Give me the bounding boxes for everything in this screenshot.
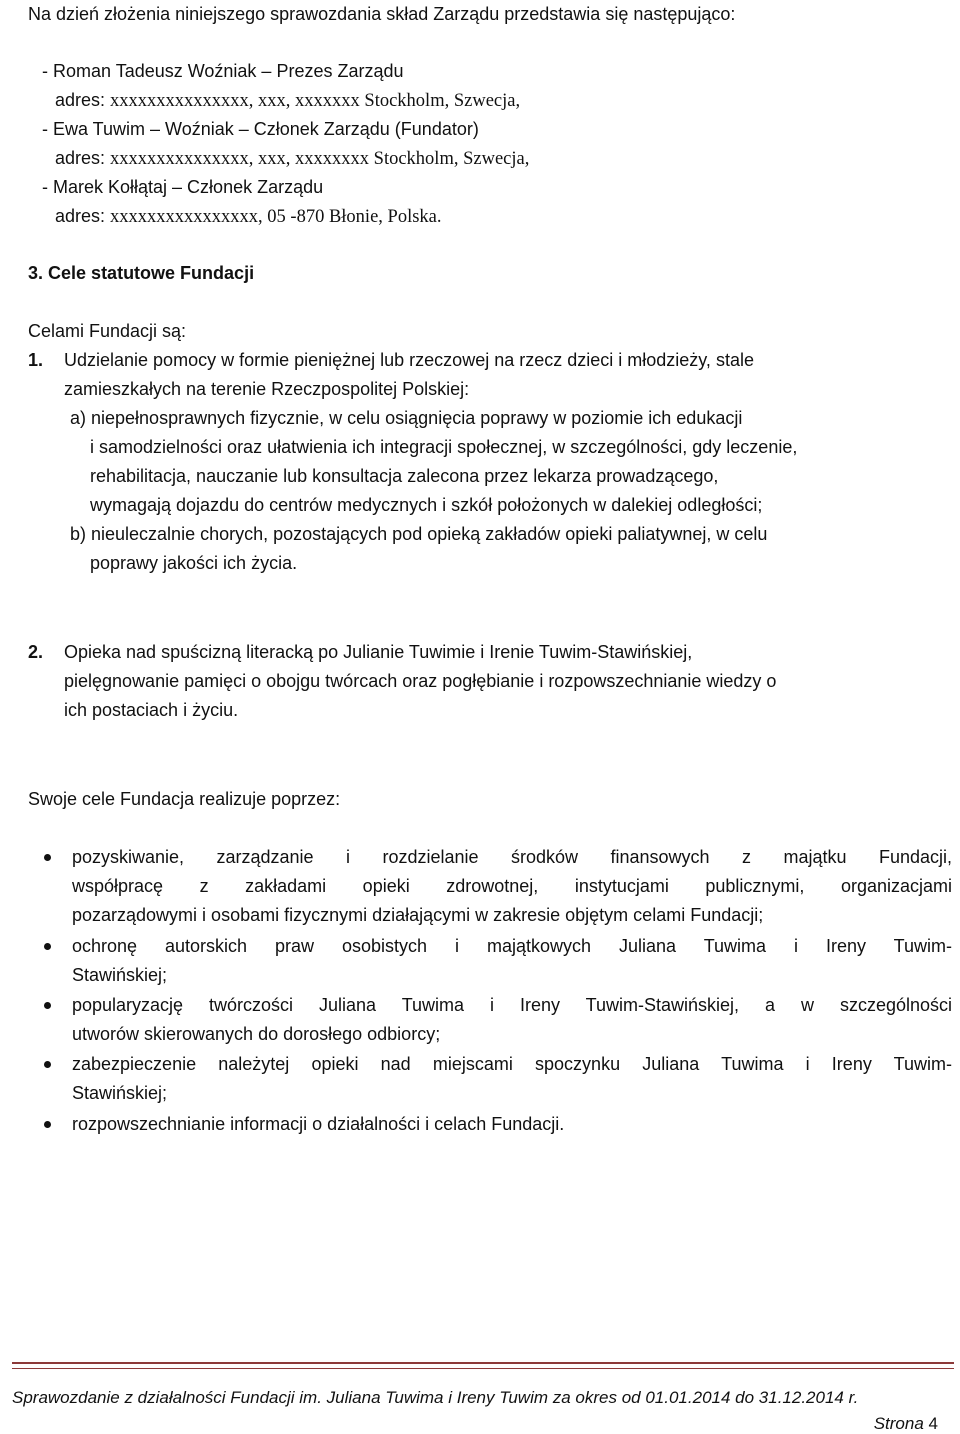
list-item-3-line-1: popularyzację twórczości Juliana Tuwima i Ireny Tuwim-Stawińskiej, a w szczególności xyxy=(72,995,952,1015)
goal-1-line-2: zamieszkałych na terenie Rzeczpospolitej Polskiej: xyxy=(64,379,470,399)
goal-2-line-1: Opieka nad spuścizną literacką po Julianie Tuwimie i Irenie Tuwim-Stawińskiej, xyxy=(64,642,693,662)
page-label: Strona xyxy=(873,1414,924,1433)
list-item-5-line-1: rozpowszechnianie informacji o działalności i celach Fundacji. xyxy=(72,1114,565,1134)
goal-1b-line-1: b) nieuleczalnie chorych, pozostających pod opieką zakładów opieki paliatywnej, w celu xyxy=(70,524,768,544)
page-number xyxy=(874,1414,938,1434)
list-item-1-line-1: pozyskiwanie, zarządzanie i rozdzielanie środków finansowych z majątku Fundacji, xyxy=(72,847,952,867)
address-label: adres: xyxy=(55,206,106,226)
list-item-3-line-2: utworów skierowanych do dorosłego odbiorcy; xyxy=(72,1024,441,1044)
goal-2-line-3: ich postaciach i życiu. xyxy=(64,700,239,720)
list-item-2-line-2: Stawińskiej; xyxy=(72,965,168,985)
board-member-2-address xyxy=(55,144,529,174)
board-member-3: - Marek Kołłątaj – Członek Zarządu xyxy=(42,177,324,197)
intro-text: Na dzień złożenia niniejszego sprawozdania skład Zarządu przedstawia się następująco: xyxy=(28,4,736,24)
bullet-icon xyxy=(44,1061,51,1068)
goal-1a-line-2: i samodzielności oraz ułatwienia ich integracji społecznej, w szczególności, gdy leczenie, xyxy=(90,437,798,457)
list-item-1-line-3: pozarządowymi i osobami fizycznymi działającymi w zakresie objętym celami Fundacji; xyxy=(72,905,764,925)
list-item-1-line-2: współpracę z zakładami opieki zdrowotnej, instytucjami publicznymi, organizacjami xyxy=(72,876,952,896)
goal-2-line-2: pielęgnowanie pamięci o obojgu twórcach oraz pogłębianie i rozpowszechnianie wiedzy o xyxy=(64,671,777,691)
address-value: xxxxxxxxxxxxxxx, xxx, xxxxxxx Stockholm, Szwecja, xyxy=(110,91,521,111)
goals-lead: Celami Fundacji są: xyxy=(28,321,187,341)
section-title: Cele statutowe Fundacji xyxy=(48,263,255,283)
footer-divider xyxy=(12,1362,954,1364)
goal-1a-line-1: a) niepełnosprawnych fizycznie, w celu osiągnięcia poprawy w poziomie ich edukacji xyxy=(70,408,743,428)
footer-divider-thin xyxy=(12,1368,954,1369)
goal-number: 2. xyxy=(28,642,44,662)
list-item-2-line-1: ochronę autorskich praw osobistych i majątkowych Juliana Tuwima i Ireny Tuwim- xyxy=(72,936,952,956)
goal-1a-line-4: wymagają dojazdu do centrów medycznych i szkół położonych w dalekiej odległości; xyxy=(90,495,763,515)
board-member-1: - Roman Tadeusz Woźniak – Prezes Zarządu xyxy=(42,61,404,81)
bullet-icon xyxy=(44,854,51,861)
section-number: 3. xyxy=(28,263,44,283)
address-label: adres: xyxy=(55,90,106,110)
bullet-icon xyxy=(44,1002,51,1009)
address-value: xxxxxxxxxxxxxxxx, 05 -870 Błonie, Polska. xyxy=(110,207,442,227)
board-member-3-address xyxy=(55,202,442,232)
footer-text: Sprawozdanie z działalności Fundacji im. Juliana Tuwima i Ireny Tuwim za okres od 01.01.2014 do 31.12.2014 r. xyxy=(12,1388,859,1407)
means-heading: Swoje cele Fundacja realizuje poprzez: xyxy=(28,789,341,809)
board-member-2: - Ewa Tuwim – Woźniak – Członek Zarządu (Fundator) xyxy=(42,119,479,139)
goal-number: 1. xyxy=(28,350,44,370)
bullet-icon xyxy=(44,943,51,950)
goal-1b-line-2: poprawy jakości ich życia. xyxy=(90,553,298,573)
goal-1-line-1: Udzielanie pomocy w formie pieniężnej lub rzeczowej na rzecz dzieci i młodzieży, stale xyxy=(64,350,754,370)
address-value: xxxxxxxxxxxxxxx, xxx, xxxxxxxx Stockholm, Szwecja, xyxy=(110,149,530,169)
list-item-4-line-2: Stawińskiej; xyxy=(72,1083,168,1103)
board-member-1-address xyxy=(55,86,520,116)
goal-1a-line-3: rehabilitacja, nauczanie lub konsultacja zalecona przez lekarza prowadzącego, xyxy=(90,466,719,486)
address-label: adres: xyxy=(55,148,106,168)
bullet-icon xyxy=(44,1121,51,1128)
list-item-4-line-1: zabezpieczenie należytej opieki nad miejscami spoczynku Juliana Tuwima i Ireny Tuwim- xyxy=(72,1054,952,1074)
section-heading xyxy=(28,259,254,288)
page-number-value: 4 xyxy=(928,1414,938,1433)
